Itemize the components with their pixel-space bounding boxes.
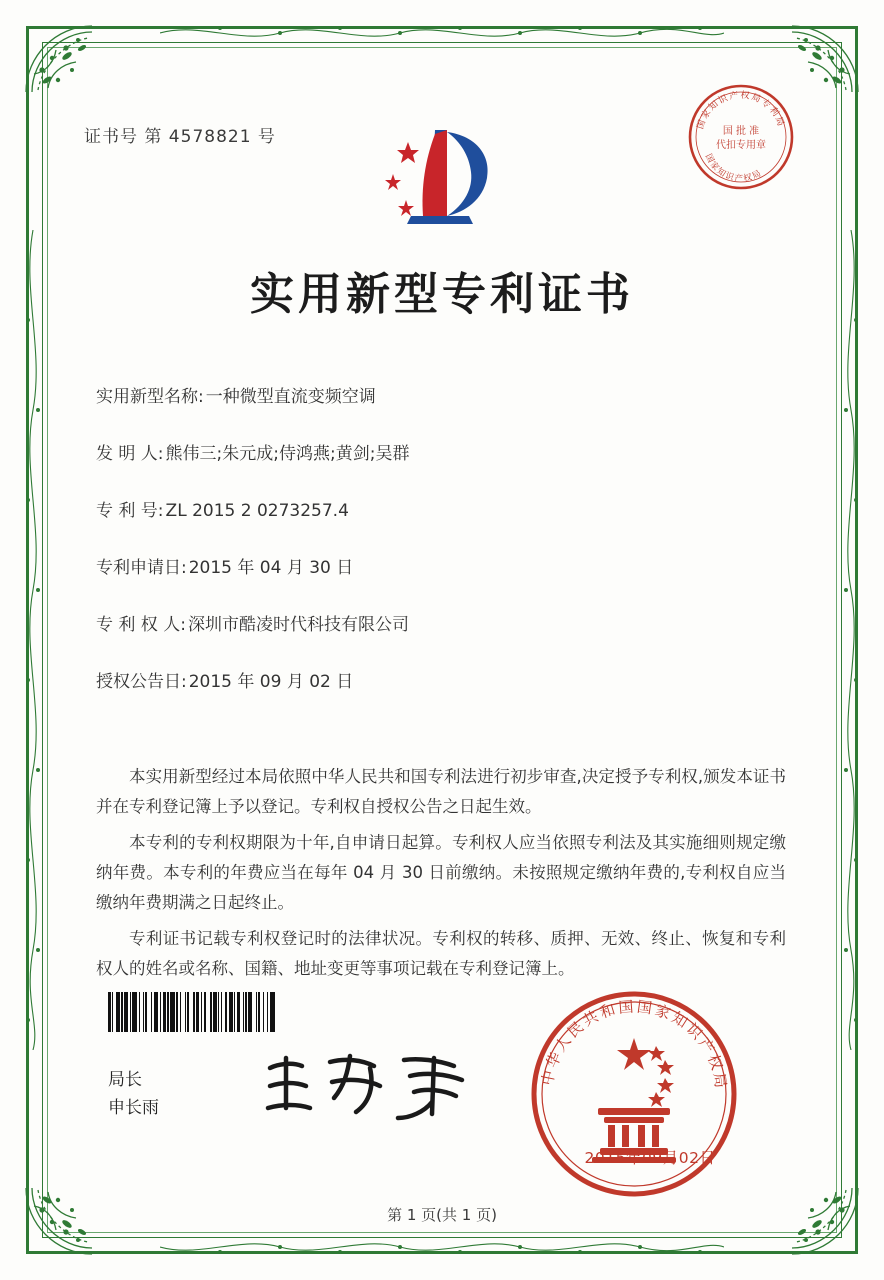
field-row xyxy=(96,667,796,692)
signer-title: 局长 xyxy=(108,1070,142,1090)
seal-date: 2015年09月02日 xyxy=(584,1149,716,1167)
field-row xyxy=(96,553,796,578)
field-value: 2015 年 09 月 02 日 xyxy=(188,672,354,692)
field-row xyxy=(96,439,796,464)
signature-block xyxy=(108,1066,159,1122)
field-value: ZL 2015 2 0273257.4 xyxy=(165,501,349,521)
paragraph: 本专利的专利权期限为十年,自申请日起算。专利权人应当依照专利法及其实施细则规定缴纳年费。本专利的年费应当在每年 04 月 30 日前缴纳。未按照规定缴纳年费的,专利权自应当缴纳年费期满之日起终止。 xyxy=(96,833,786,912)
field-label: 实用新型名称: xyxy=(96,387,204,407)
patent-office-logo-icon xyxy=(373,112,505,234)
top-right-round-seal xyxy=(686,82,796,192)
field-value: 深圳市酷凌时代科技有限公司 xyxy=(187,615,409,635)
paragraph: 专利证书记载专利权登记时的法律状况。专利权的转移、质押、无效、终止、恢复和专利权人的姓名或名称、国籍、地址变更等事项记载在专利登记簿上。 xyxy=(96,929,786,978)
right-vine-ornament-icon xyxy=(838,230,864,1050)
field-label: 专利申请日: xyxy=(96,558,187,578)
field-label: 专 利 权 人: xyxy=(96,615,186,635)
field-label: 发 明 人: xyxy=(96,444,164,464)
left-vine-ornament-icon xyxy=(20,230,46,1050)
field-row xyxy=(96,610,796,635)
registration-number: 证书号 第 4578821 号 xyxy=(84,127,276,147)
bottom-vine-ornament-icon xyxy=(160,1234,724,1260)
field-value: 熊伟三;朱元成;侍鸿燕;黄剑;吴群 xyxy=(165,444,410,464)
field-row xyxy=(96,496,796,521)
svg-text:国家知识产权局: 国家知识产权局 xyxy=(702,152,765,185)
field-label: 专 利 号: xyxy=(96,501,164,521)
field-value: 一种微型直流变频空调 xyxy=(205,387,376,407)
national-ip-administration-seal xyxy=(528,988,740,1200)
corner-ornament-icon xyxy=(22,22,96,96)
field-row xyxy=(96,382,796,407)
page-title: 实用新型专利证书 xyxy=(250,269,634,320)
page-footer: 第 1 页(共 1 页) xyxy=(387,1206,497,1224)
svg-text:国 批 准: 国 批 准 xyxy=(722,126,760,137)
legal-text-block xyxy=(96,762,786,990)
top-vine-ornament-icon xyxy=(160,20,724,46)
signer-name: 申长雨 xyxy=(108,1098,159,1118)
svg-text:国家知识产权局专利局: 国家知识产权局专利局 xyxy=(695,90,786,131)
field-value: 2015 年 04 月 30 日 xyxy=(188,558,354,578)
handwritten-signature-icon xyxy=(258,1046,488,1126)
corner-ornament-icon xyxy=(788,22,862,96)
field-list xyxy=(96,382,796,724)
field-label: 授权公告日: xyxy=(96,672,187,692)
document-barcode xyxy=(108,992,408,1032)
paragraph: 本实用新型经过本局依照中华人民共和国专利法进行初步审查,决定授予专利权,颁发本证书并在专利登记簿上予以登记。专利权自授权公告之日起生效。 xyxy=(96,767,786,816)
svg-text:代扣专用章: 代扣专用章 xyxy=(716,140,766,151)
svg-text:中华人民共和国国家知识产权局: 中华人民共和国国家知识产权局 xyxy=(538,997,731,1092)
